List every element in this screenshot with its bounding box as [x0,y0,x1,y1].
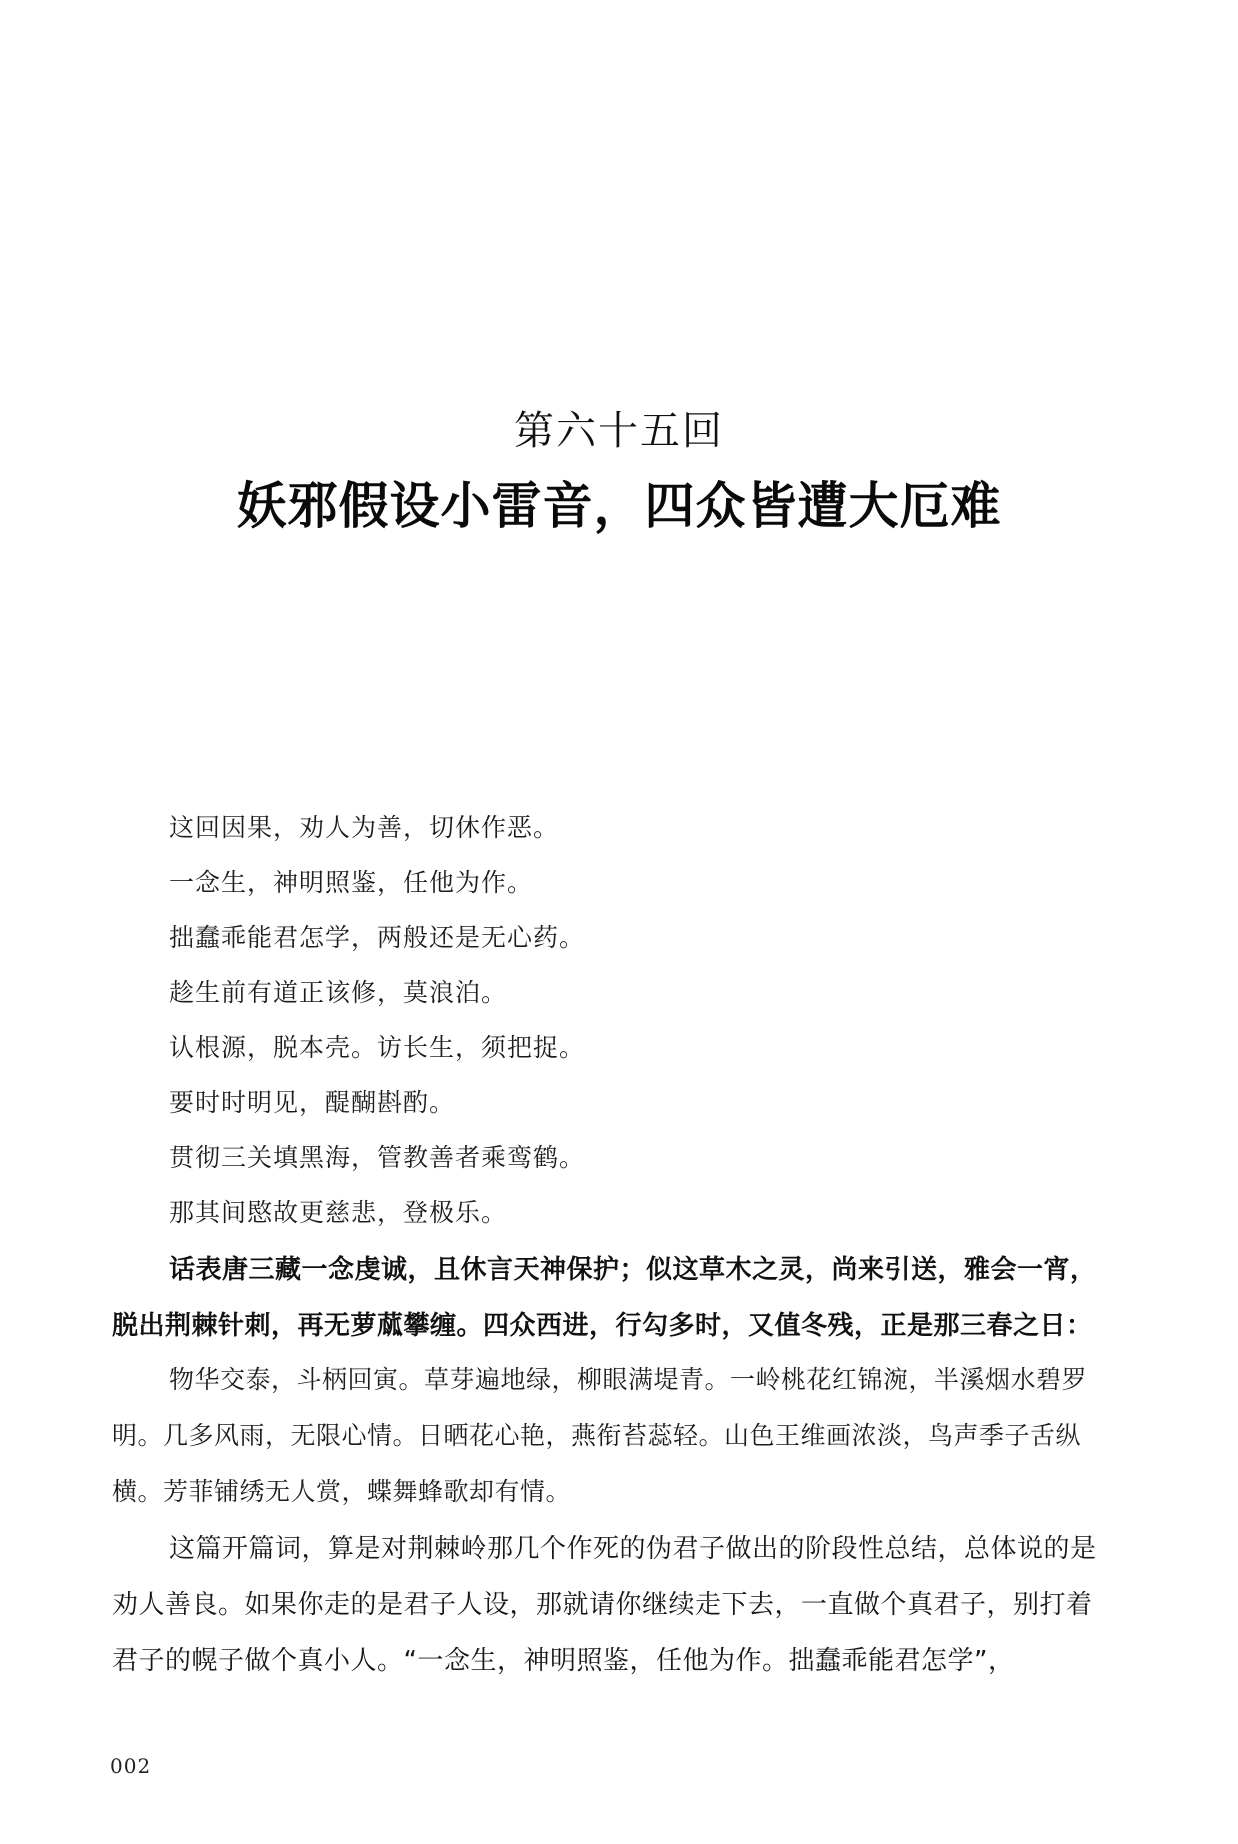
commentary-paragraph: 这篇开篇词，算是对荆棘岭那几个作死的伪君子做出的阶段性总结，总体说的是劝人善良。如果你走的是君子人设，那就请你继续走下去，一直做个真君子，别打着君子的幌子做个真小人。“一念生，神明照鉴，任他为作。拙蠢乖能君怎学”， [112,1534,1097,1676]
poem-line: 一念生，神明照鉴，任他为作。 [169,868,534,897]
chapter-title: 妖邪假设小雷音，四众皆遭大厄难 [236,477,1002,535]
poem-line: 趁生前有道正该修，莫浪泊。 [169,978,508,1007]
spring-verse-paragraph: 物华交泰，斗柄回寅。草芽遍地绿，柳眼满堤青。一岭桃花红锦涴，半溪烟水碧罗明。几多风雨，无限心情。日晒花心艳，燕衔苔蕊轻。山色王维画浓淡，鸟声季子舌纵横。芳菲铺绣无人赏，蝶舞蜂歌却有情。 [112,1365,1088,1506]
page-number: 002 [110,1754,152,1778]
poem-line: 要时时明见，醍醐斟酌。 [169,1088,456,1117]
chapter-number: 第六十五回 [514,408,724,454]
poem-line: 拙蠢乖能君怎学，两般还是无心药。 [169,923,586,952]
narrative-paragraph: 话表唐三藏一念虔诚，且休言天神保护；似这草木之灵，尚来引送，雅会一宵，脱出荆棘针刺，再无萝蓏攀缠。四众西进，行勾多时，又值冬残，正是那三春之日： [112,1255,1097,1341]
poem-line: 这回因果，劝人为善，切休作恶。 [169,813,560,842]
opening-poem [169,800,1149,1240]
poem-line: 贯彻三关填黑海，管教善者乘鸾鹤。 [169,1143,586,1172]
poem-line: 那其间愍故更慈悲，登极乐。 [169,1198,508,1227]
poem-line: 认根源，脱本壳。访长生，须把捉。 [169,1033,586,1062]
